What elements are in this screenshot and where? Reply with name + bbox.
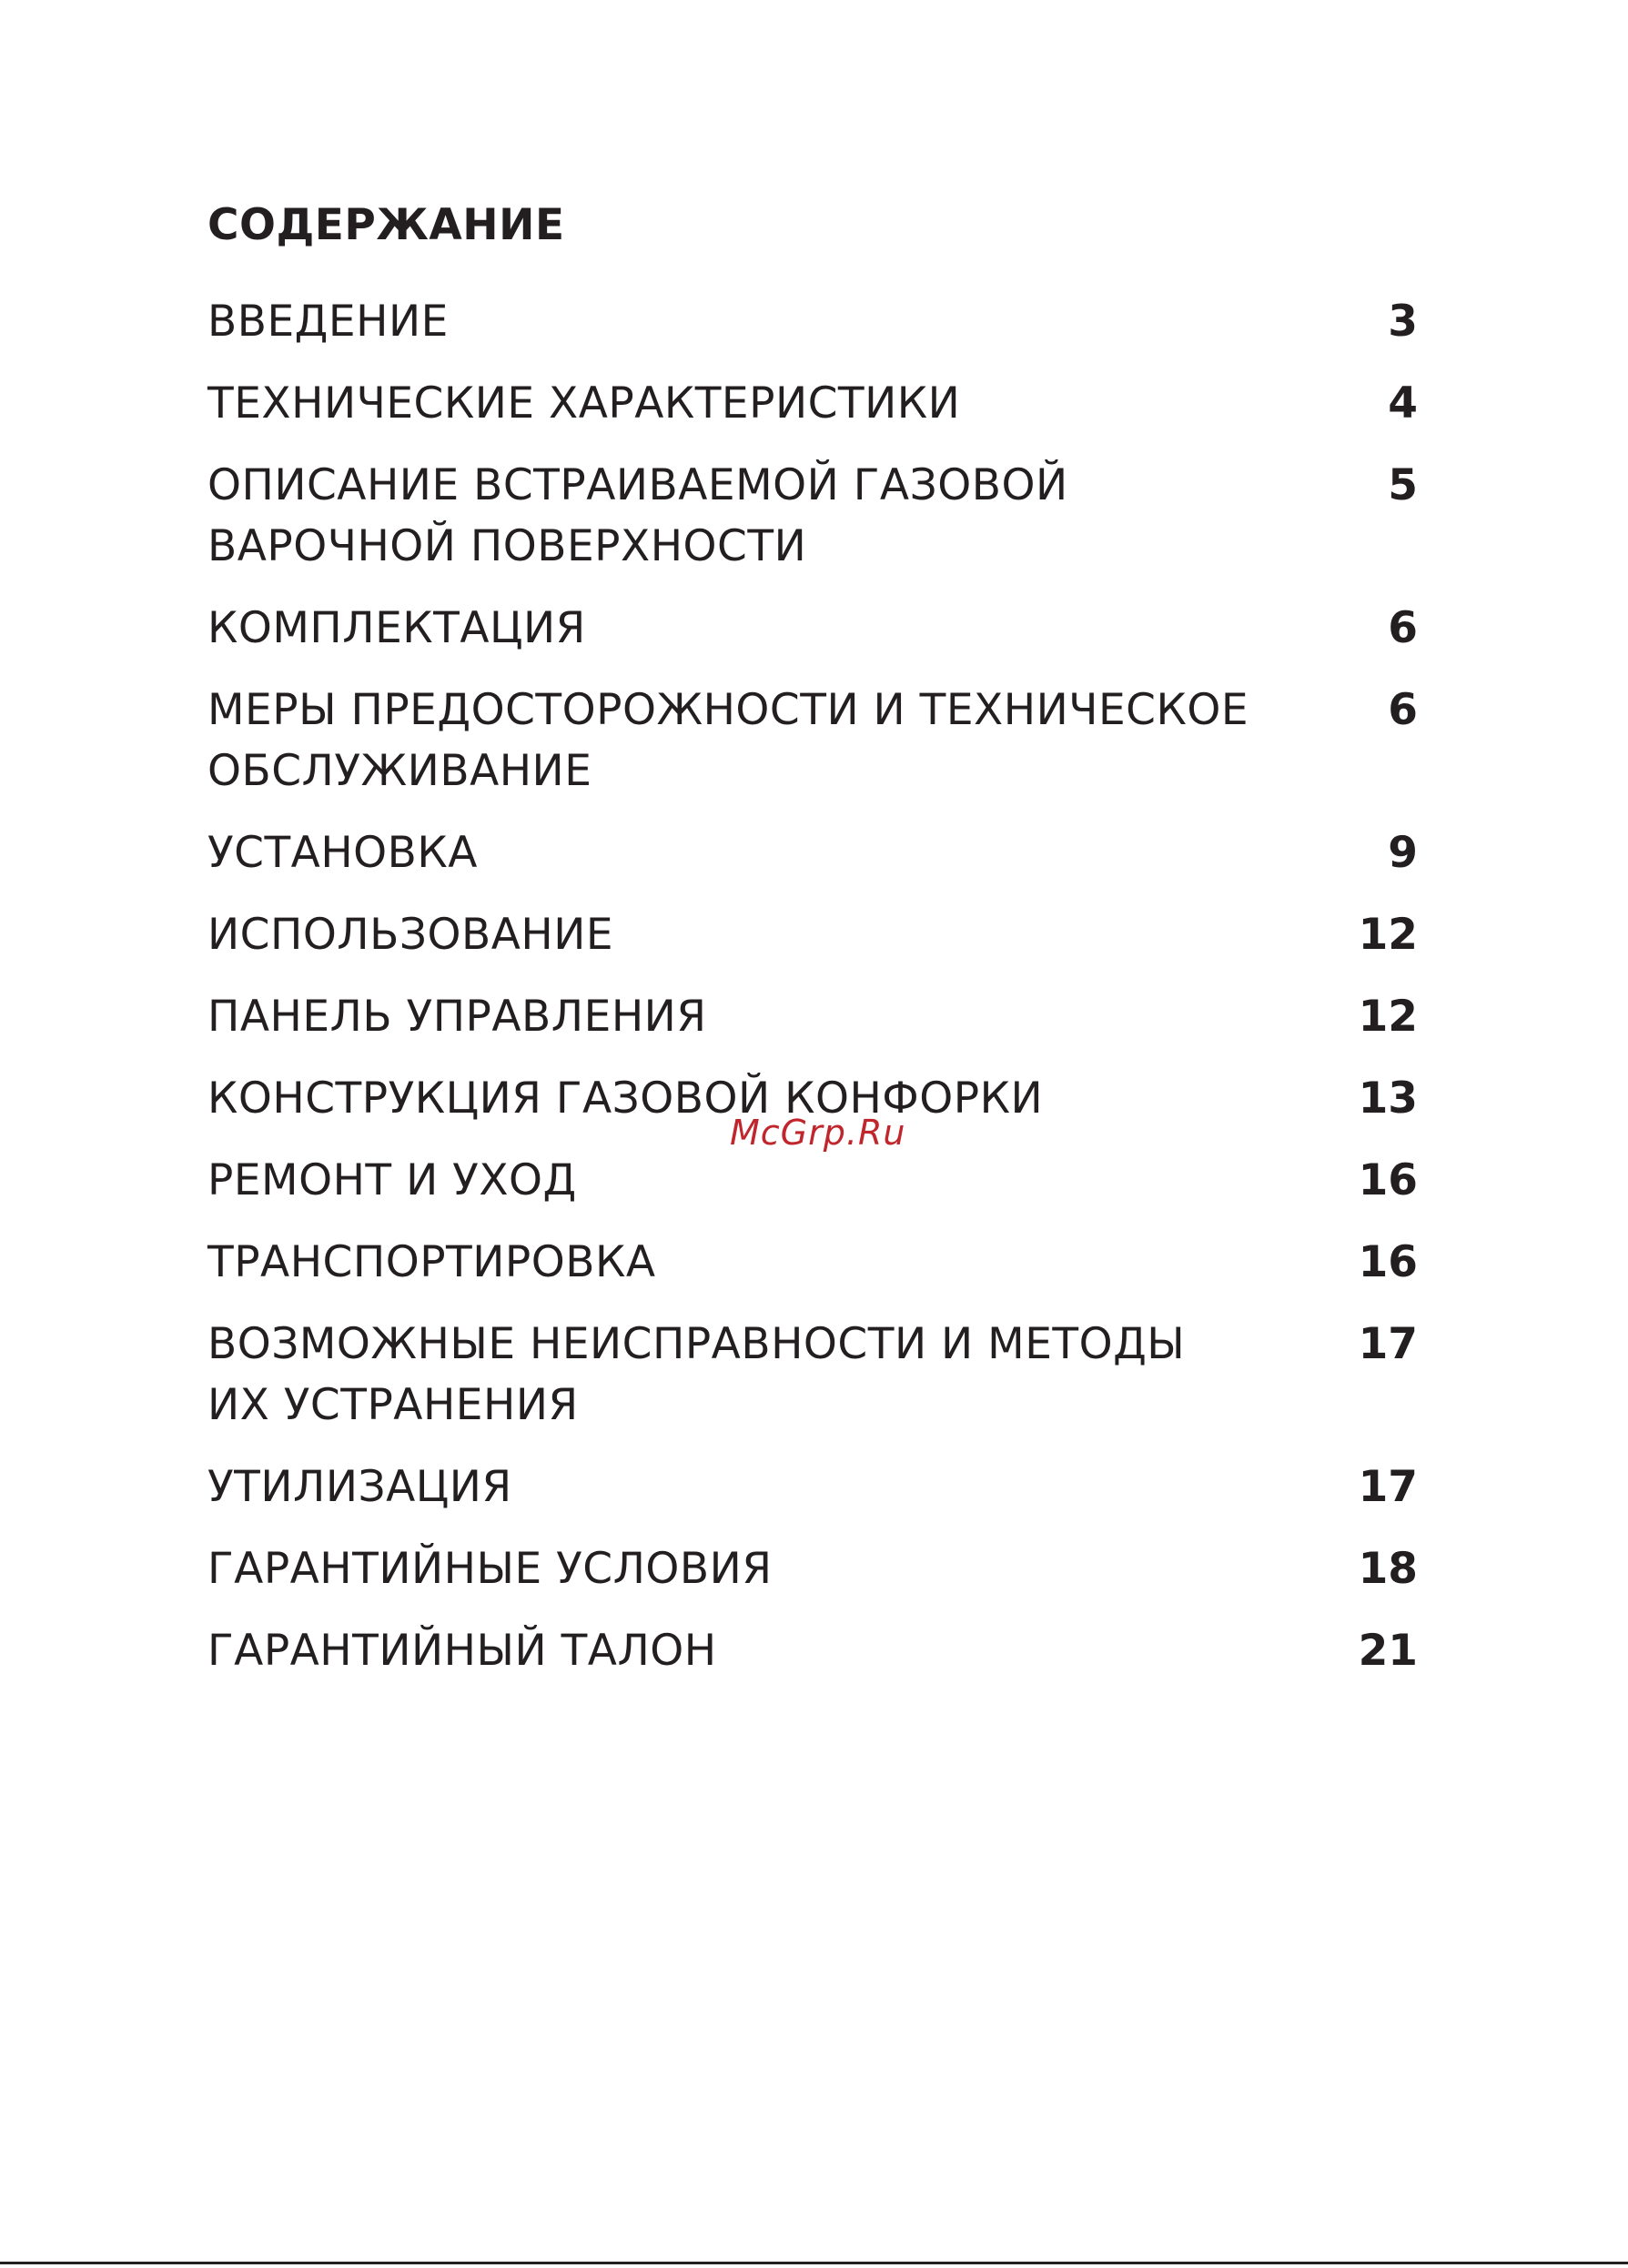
- toc-entry-title: УСТАНОВКА: [207, 828, 478, 878]
- toc-entry: [207, 455, 1418, 577]
- toc-entry-page: 18: [1358, 1544, 1418, 1594]
- toc-entry: [207, 373, 1418, 434]
- toc-entry-page: 3: [1388, 297, 1418, 347]
- toc-entry-title: ТЕХНИЧЕСКИЕ ХАРАКТЕРИСТИКИ: [207, 378, 961, 428]
- toc-entry-title: КОМПЛЕКТАЦИЯ: [207, 603, 586, 653]
- toc-entry: [207, 1150, 1418, 1211]
- toc-entry-title: КОНСТРУКЦИЯ ГАЗОВОЙ КОНФОРКИ: [207, 1074, 1044, 1124]
- watermark: McGrp.Ru: [730, 1113, 906, 1153]
- toc-entry-page: 6: [1388, 603, 1418, 653]
- toc-entry-page: 13: [1358, 1074, 1418, 1124]
- toc-entry-page: 12: [1358, 910, 1418, 960]
- toc-entry-title: УТИЛИЗАЦИЯ: [207, 1462, 512, 1512]
- toc-entry-title: ПАНЕЛЬ УПРАВЛЕНИЯ: [207, 992, 707, 1042]
- toc-heading: СОДЕРЖАНИЕ: [207, 200, 565, 250]
- toc-entry-page: 21: [1358, 1626, 1418, 1676]
- toc-entry-title: МЕРЫ ПРЕДОСТОРОЖНОСТИ И ТЕХНИЧЕСКОЕ ОБСЛУЖИВАНИЕ: [207, 685, 1249, 796]
- toc-entry-title: ВВЕДЕНИЕ: [207, 297, 449, 347]
- toc-entry-title: РЕМОНТ И УХОД: [207, 1155, 577, 1205]
- toc-entry: [207, 598, 1418, 659]
- toc-entry: [207, 291, 1418, 352]
- toc-entry-page: 4: [1388, 378, 1418, 428]
- toc-entry-page: 6: [1388, 685, 1418, 735]
- toc-entry-title: ВОЗМОЖНЫЕ НЕИСПРАВНОСТИ И МЕТОДЫ ИХ УСТРАНЕНИЯ: [207, 1319, 1186, 1430]
- toc-entry: [207, 1232, 1418, 1293]
- toc-entry-page: 12: [1358, 992, 1418, 1042]
- bottom-divider: [0, 2262, 1628, 2264]
- toc-entry-page: 9: [1388, 828, 1418, 878]
- toc-entry-title: ОПИСАНИЕ ВСТРАИВАЕМОЙ ГАЗОВОЙ ВАРОЧНОЙ ПОВЕРХНОСТИ: [207, 460, 1068, 571]
- toc-entry-page: 16: [1358, 1237, 1418, 1287]
- toc-entry: [207, 986, 1418, 1047]
- toc-entry-page: 17: [1358, 1319, 1418, 1369]
- toc-entry: [207, 1457, 1418, 1517]
- toc-entry: [207, 1538, 1418, 1599]
- toc-entry: [207, 1620, 1418, 1681]
- toc-entry-title: ГАРАНТИЙНЫЕ УСЛОВИЯ: [207, 1544, 773, 1594]
- toc-entry-title: ИСПОЛЬЗОВАНИЕ: [207, 910, 614, 960]
- toc-list: [207, 291, 1418, 1702]
- toc-entry-page: 17: [1358, 1462, 1418, 1512]
- toc-entry-title: ТРАНСПОРТИРОВКА: [207, 1237, 656, 1287]
- toc-entry-title: ГАРАНТИЙНЫЙ ТАЛОН: [207, 1626, 717, 1676]
- toc-entry-page: 5: [1388, 460, 1418, 510]
- toc-entry: [207, 680, 1418, 801]
- toc-entry: [207, 904, 1418, 965]
- toc-entry: [207, 1314, 1418, 1436]
- toc-entry: [207, 822, 1418, 883]
- toc-entry-page: 16: [1358, 1155, 1418, 1205]
